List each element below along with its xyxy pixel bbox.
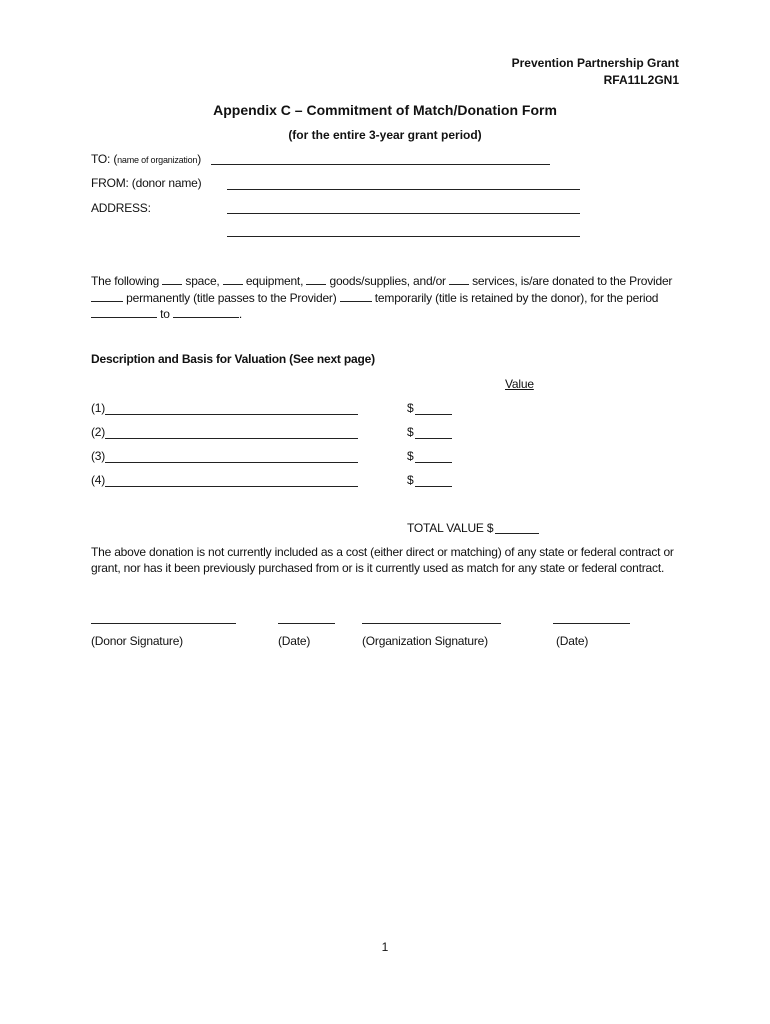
item-1-number: (1) [91, 401, 106, 415]
organization-date-line[interactable] [553, 623, 630, 624]
organization-date-label: (Date) [556, 634, 589, 648]
donation-line-2 [91, 289, 658, 305]
total-value-label: TOTAL VALUE $ [407, 521, 494, 535]
donation-line-1 [91, 272, 672, 288]
item-4-description-input[interactable] [105, 486, 358, 487]
services-checkbox-blank[interactable] [449, 272, 469, 285]
item-1-dollar-sign: $ [407, 401, 414, 415]
period-start-input[interactable] [91, 305, 157, 318]
equipment-checkbox-blank[interactable] [223, 272, 243, 285]
item-2-value-input[interactable] [415, 438, 452, 439]
header-rfa-number: RFA11L2GN1 [603, 73, 679, 87]
to-label-text: TO: ( [91, 152, 118, 166]
item-2-description-input[interactable] [105, 438, 358, 439]
item-4-value-input[interactable] [415, 486, 452, 487]
total-value-input[interactable] [495, 533, 539, 534]
statement-line-2: grant, nor has it been previously purchased from or is it currently used as match for any state or federal contract. [91, 561, 665, 575]
valuation-heading: Description and Basis for Valuation (See next page) [91, 352, 375, 366]
address-field-label: ADDRESS: [91, 201, 151, 215]
item-1-description-input[interactable] [105, 414, 358, 415]
page-number: 1 [381, 940, 389, 954]
donation-text-period: . [238, 307, 243, 321]
value-column-header: Value [505, 377, 534, 391]
organization-signature-line[interactable] [362, 623, 501, 624]
item-2-number: (2) [91, 425, 106, 439]
donation-line-3 [91, 305, 242, 321]
item-3-dollar-sign: $ [407, 449, 414, 463]
permanently-checkbox-blank[interactable] [91, 289, 123, 302]
page-title: Appendix C – Commitment of Match/Donation Form [213, 102, 557, 118]
goods-checkbox-blank[interactable] [306, 272, 326, 285]
item-4-number: (4) [91, 473, 106, 487]
item-3-number: (3) [91, 449, 106, 463]
donation-text-space: space, [185, 274, 220, 288]
donation-text-goods: goods/supplies, and/or [329, 274, 446, 288]
item-2-dollar-sign: $ [407, 425, 414, 439]
donor-signature-line[interactable] [91, 623, 236, 624]
from-field-label: FROM: (donor name) [91, 176, 202, 190]
donor-date-label: (Date) [278, 634, 311, 648]
page-subtitle: (for the entire 3-year grant period) [288, 128, 482, 142]
space-checkbox-blank[interactable] [162, 272, 182, 285]
donor-signature-label: (Donor Signature) [91, 634, 183, 648]
donation-text-to: to [160, 307, 170, 321]
item-1-value-input[interactable] [415, 414, 452, 415]
donation-text-permanently: permanently (title passes to the Provider) [126, 291, 337, 305]
item-4-dollar-sign: $ [407, 473, 414, 487]
statement-line-1: The above donation is not currently included as a cost (either direct or matching) of any state or federal contract or [91, 545, 674, 559]
item-3-value-input[interactable] [415, 462, 452, 463]
to-label-small: name of organization [117, 155, 198, 165]
address-line-1-input[interactable] [227, 213, 580, 214]
organization-signature-label: (Organization Signature) [362, 634, 488, 648]
to-field-label [91, 152, 201, 166]
temporarily-checkbox-blank[interactable] [340, 289, 372, 302]
donor-date-line[interactable] [278, 623, 335, 624]
donor-name-input-line[interactable] [227, 189, 580, 190]
period-end-input[interactable] [173, 305, 239, 318]
donation-text-following: The following [91, 274, 160, 288]
to-label-close: ) [197, 152, 201, 166]
item-3-description-input[interactable] [105, 462, 358, 463]
donation-text-services: services, is/are donated to the Provider [472, 274, 673, 288]
header-program-name: Prevention Partnership Grant [511, 56, 679, 70]
donation-text-equipment: equipment, [245, 274, 304, 288]
address-line-2-input[interactable] [227, 236, 580, 237]
to-organization-input-line[interactable] [211, 164, 550, 165]
donation-text-temporarily: temporarily (title is retained by the donor), for the period [374, 291, 659, 305]
